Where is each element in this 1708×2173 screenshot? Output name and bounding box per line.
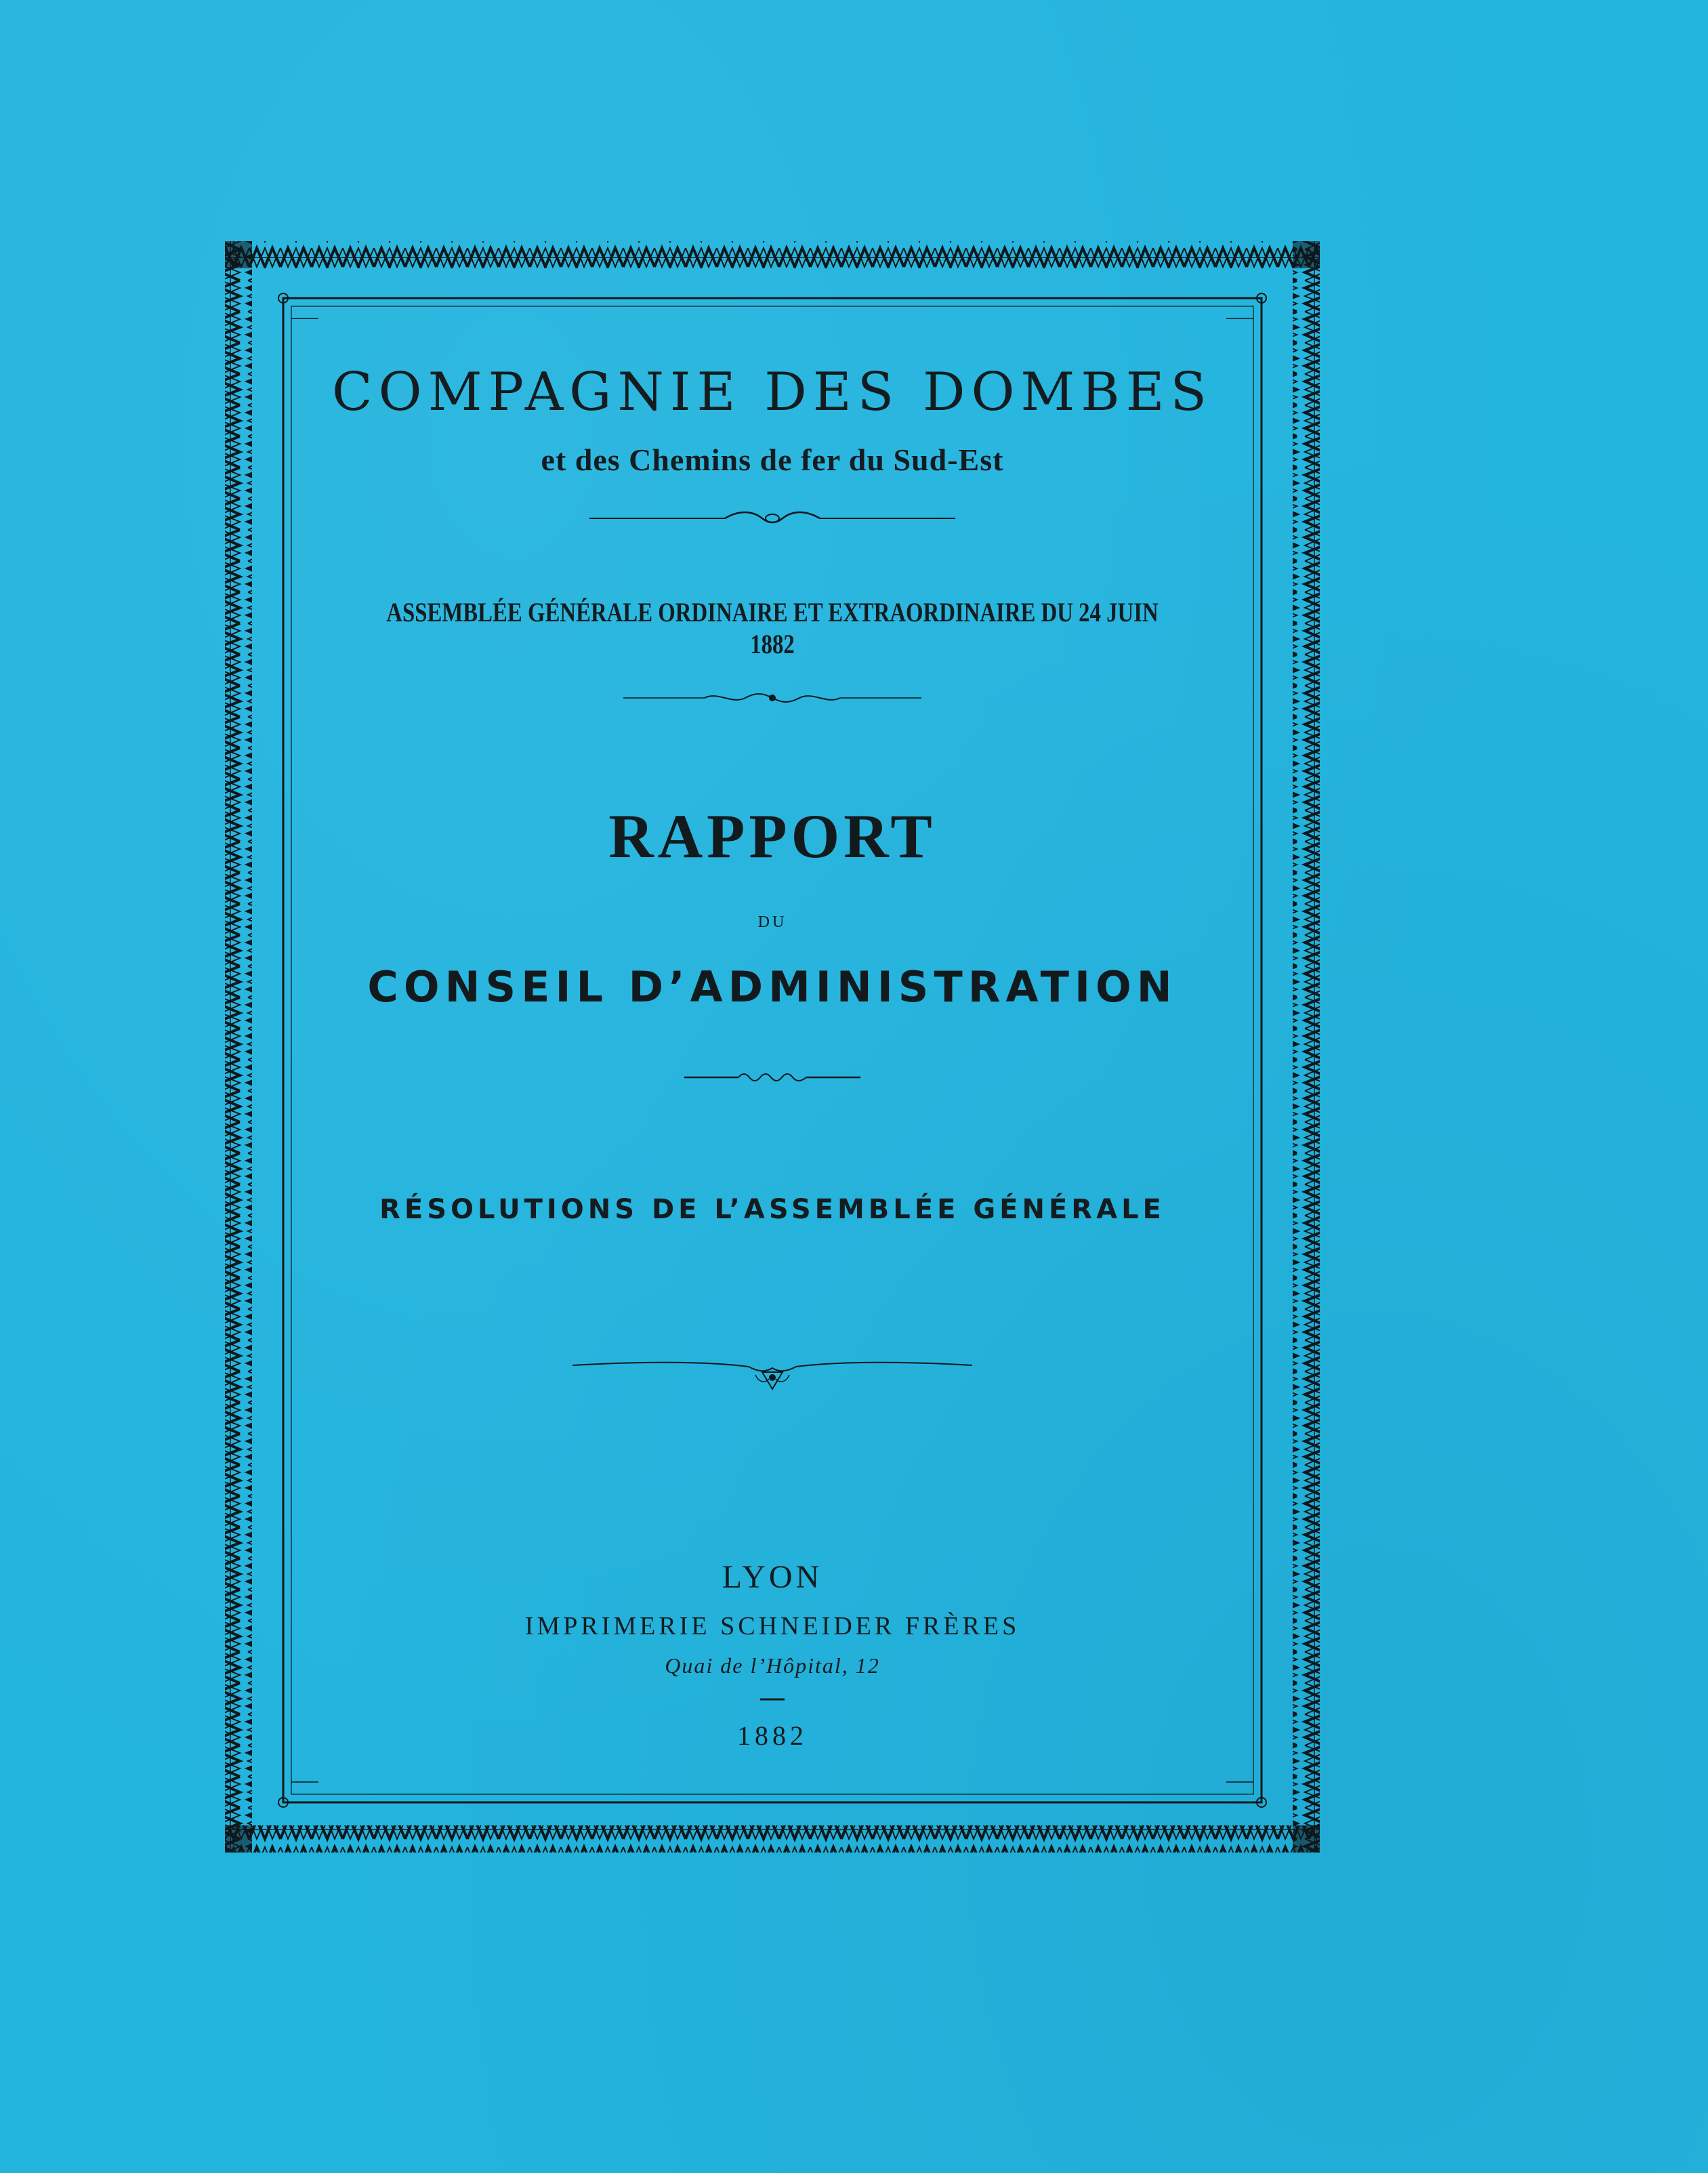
printer-name: IMPRIMERIE SCHNEIDER FRÈRES [524, 1612, 1020, 1640]
report-connector: DU [757, 913, 787, 931]
report-subject: CONSEIL D’ADMINISTRATION [367, 962, 1178, 1012]
company-title: COMPAGNIE DES DOMBES [332, 362, 1213, 423]
resolutions-heading: RÉSOLUTIONS DE L’ASSEMBLÉE GÉNÉRALE [379, 1194, 1165, 1225]
divider-ornament-2 [623, 684, 921, 711]
assembly-line: ASSEMBLÉE GÉNÉRALE ORDINAIRE ET EXTRAORDINAIRE DU 24 JUIN 1882 [386, 597, 1159, 659]
publication-year: 1882 [737, 1720, 808, 1751]
short-rule [760, 1697, 785, 1701]
divider-ornament-4 [572, 1352, 972, 1399]
city: LYON [722, 1559, 823, 1595]
report-title: RAPPORT [608, 802, 936, 871]
divider-ornament-1 [589, 505, 955, 532]
company-subtitle: et des Chemins de fer du Sud-Est [541, 442, 1004, 477]
divider-ornament-3 [684, 1067, 860, 1088]
printer-address: Quai de l’Hôpital, 12 [665, 1653, 880, 1678]
